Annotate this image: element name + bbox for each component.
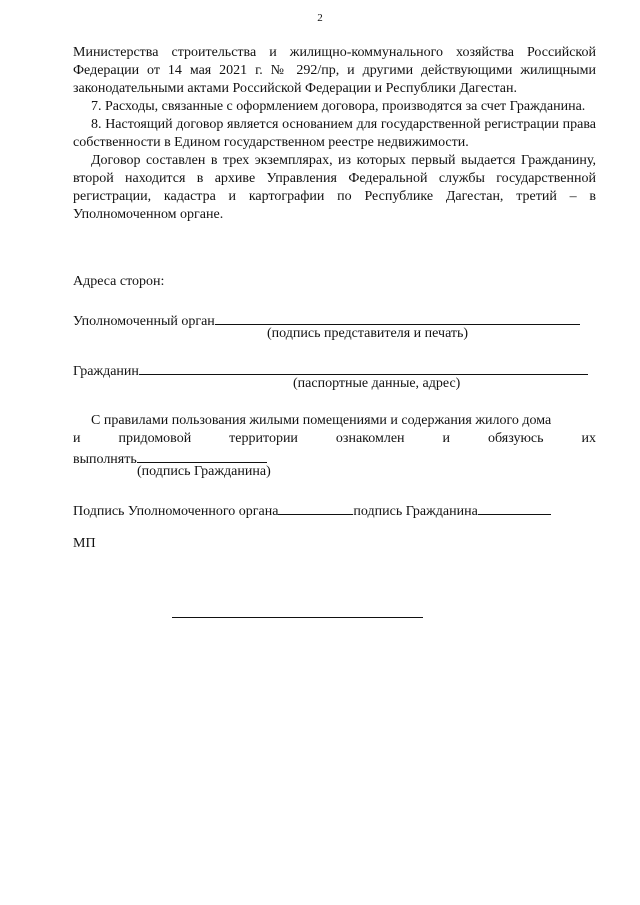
authority-final-signature-blank [278,500,353,515]
rules-line-1: С правилами пользования жилыми помещениями и содержания жилого дома [91,413,552,428]
citizen-rules-caption: (подпись Гражданина) [137,464,271,479]
citizen-label: Гражданин [73,364,139,379]
citizen-signature-label: подпись Гражданина [353,504,478,519]
paragraph-copies: Договор составлен в трех экземплярах, из которых первый выдается Гражданину, второй находится в архиве Управления Федеральной службы государственной регистрации, кадастра и картографии по Республике Дагестан, третий – в Уполномоченном органе. [73,153,596,222]
authority-signature-label: Подпись Уполномоченного органа [73,504,279,519]
addresses-heading: Адреса сторон: [73,274,165,289]
citizen-address-blank [139,360,588,375]
stamp-placeholder: МП [73,536,96,551]
page-number: 2 [317,12,323,24]
citizen-final-signature-blank [478,500,551,515]
authority-caption: (подпись представителя и печать) [267,326,469,341]
rules-line-2: и придомовой территории ознакомлен и обязуюсь их [73,431,596,446]
contract-body [73,44,596,224]
rules-acknowledgement [73,412,596,469]
authority-signature-blank [215,310,580,325]
closing-divider [172,617,423,618]
paragraph-8-registration: 8. Настоящий договор является основанием для государственной регистрации права собственности в Едином государственном реестре недвижимости. [73,117,596,150]
paragraph-continuation: Министерства строительства и жилищно-коммунального хозяйства Российской Федерации от 14 мая 2021 г. № 292/пр, и другими действующими жилищными законодательными актами Российской Федерации и Республики Дагестан. [73,45,596,96]
authority-label: Уполномоченный орган [73,314,215,329]
rules-line-3-text: выполнять [73,452,137,467]
citizen-caption: (паспортные данные, адрес) [293,376,461,391]
final-signatures-line [73,500,551,520]
citizen-rules-signature-blank [137,448,267,463]
paragraph-7-expenses: 7. Расходы, связанные с оформлением договора, производятся за счет Гражданина. [91,99,586,114]
